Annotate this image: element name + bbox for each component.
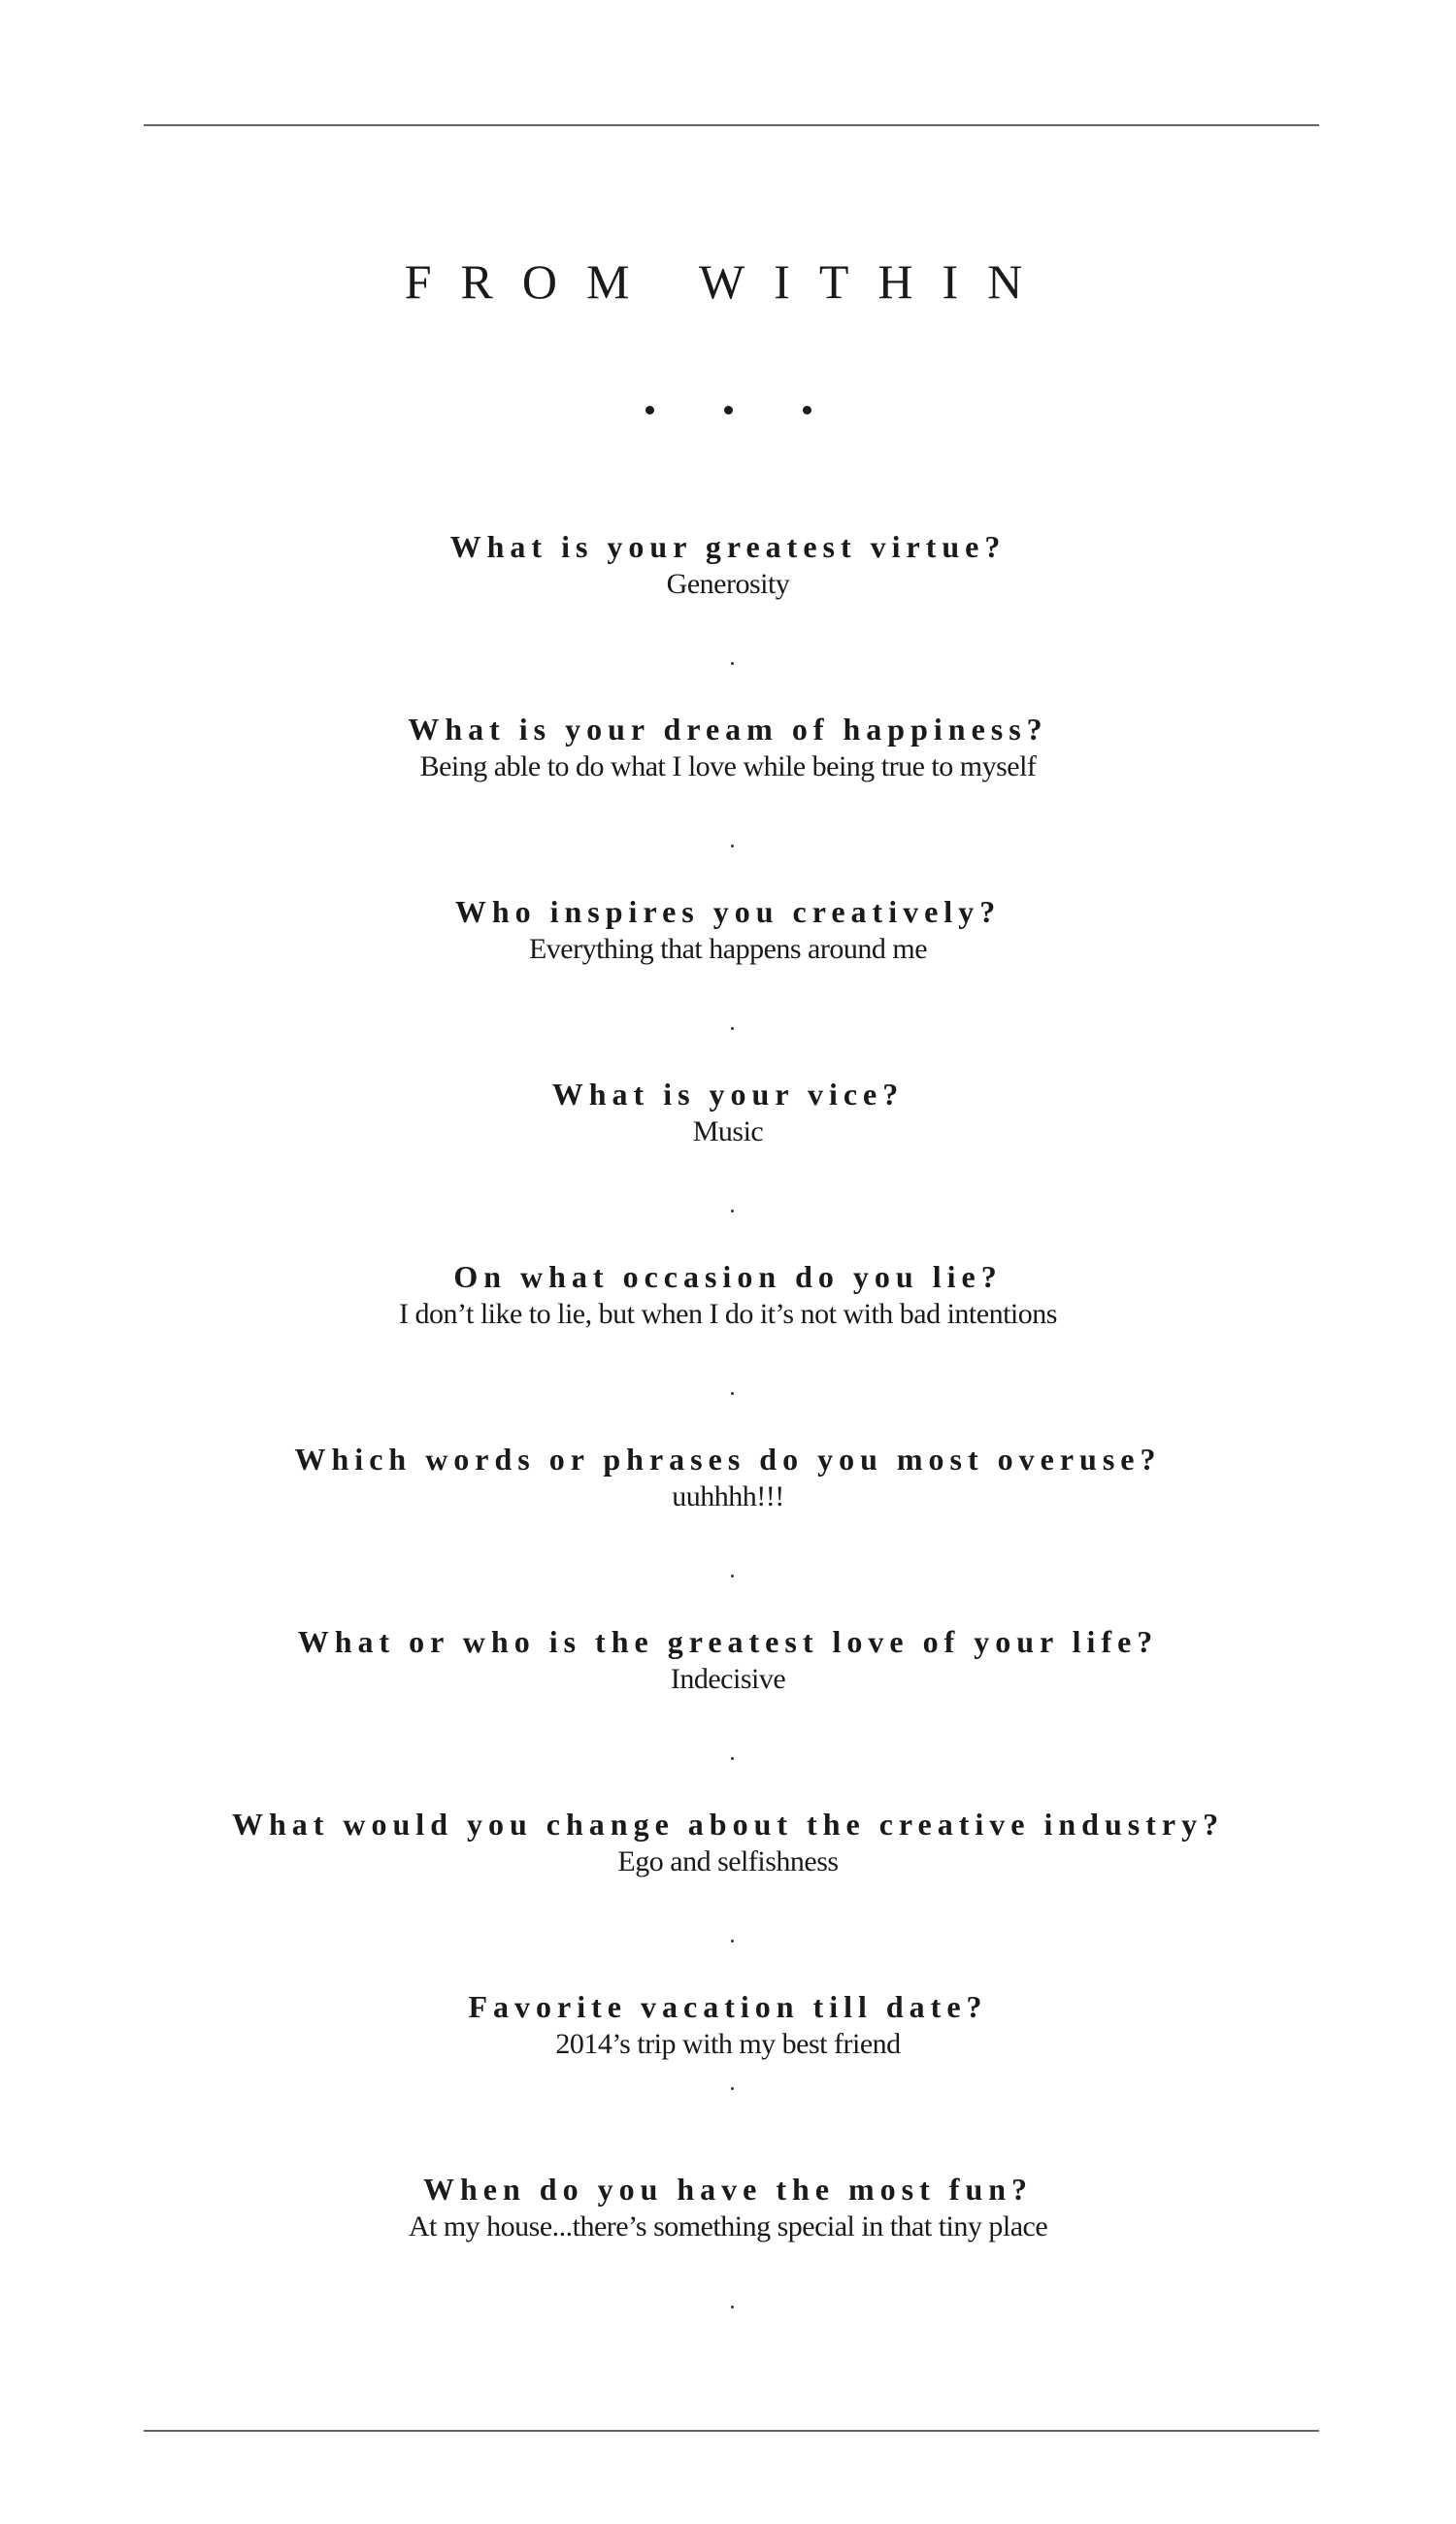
bottom-divider: [144, 2430, 1319, 2432]
answer: 2014’s trip with my best friend: [555, 2028, 901, 2060]
answer: I don’t like to lie, but when I do it’s not with bad intentions: [399, 1298, 1057, 1330]
top-divider: [144, 124, 1319, 126]
question: Which words or phrases do you most overuse?: [294, 1442, 1162, 1477]
question: What is your greatest virtue?: [449, 529, 1007, 564]
qa-item: [0, 1622, 1456, 1698]
separator-dot: [731, 2306, 734, 2308]
separator-dot: [731, 845, 734, 847]
question: Who inspires you creatively?: [454, 894, 1002, 929]
ornament-dot: [645, 406, 654, 415]
answer: Generosity: [666, 568, 790, 600]
ornament-dots: [0, 406, 1456, 415]
question: What is your dream of happiness?: [408, 712, 1048, 747]
answer: Ego and selfishness: [617, 1845, 839, 1877]
ornament-dot: [803, 406, 811, 415]
separator-dot: [731, 2087, 734, 2090]
page-title: FROM WITHIN: [404, 254, 1052, 309]
qa-item: [0, 1987, 1456, 2063]
qa-item: [0, 1440, 1456, 1515]
separator-dot: [731, 1027, 734, 1030]
qa-item: [0, 2170, 1456, 2245]
question: What or who is the greatest love of your life?: [297, 1624, 1159, 1659]
separator-dot: [731, 1940, 734, 1943]
answer: uuhhhh!!!: [672, 1480, 784, 1512]
separator-dot: [731, 1392, 734, 1395]
question: What is your vice?: [551, 1077, 905, 1112]
answer: Being able to do what I love while being true to myself: [419, 750, 1037, 782]
separator-dot: [731, 1757, 734, 1760]
question: What would you change about the creative industry?: [231, 1807, 1225, 1842]
qa-item: [0, 1257, 1456, 1333]
qa-item: [0, 1805, 1456, 1880]
qa-item: [0, 527, 1456, 603]
qa-item: [0, 892, 1456, 968]
question: On what occasion do you lie?: [453, 1259, 1003, 1294]
separator-dot: [731, 1575, 734, 1578]
answer: Indecisive: [670, 1663, 786, 1695]
answer: Everything that happens around me: [528, 933, 928, 965]
separator-dot: [731, 1210, 734, 1212]
qa-item: [0, 710, 1456, 785]
answer: At my house...there’s something special in that tiny place: [408, 2210, 1048, 2242]
separator-dot: [731, 662, 734, 665]
question: Favorite vacation till date?: [468, 1989, 988, 2024]
qa-item: [0, 1075, 1456, 1150]
question: When do you have the most fun?: [422, 2172, 1034, 2207]
answer: Music: [692, 1115, 764, 1147]
ornament-dot: [724, 406, 733, 415]
